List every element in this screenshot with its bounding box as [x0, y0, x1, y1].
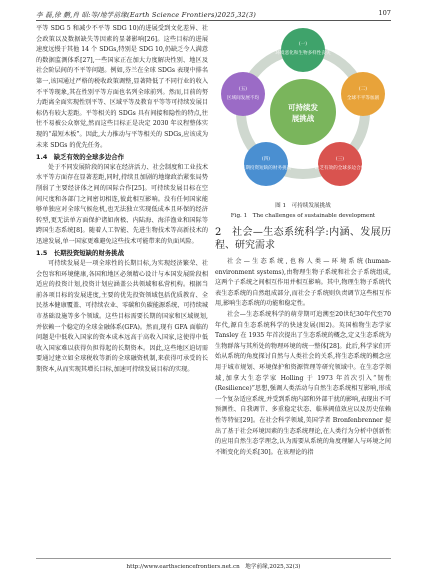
- node-circle: [221, 72, 265, 116]
- node-label: 缺乏有效的全球多边合作: [314, 166, 366, 171]
- figure-caption-en: Fig. 1 The challenges of sustainable development: [230, 213, 376, 219]
- figure-node: [341, 72, 385, 116]
- page-footer: http://www.earthsciencefrontiers.net.cn 地学前缘,2025,32(3): [36, 558, 391, 570]
- paragraph: 平等 SDG 5 和减少不平等 SDG 10)的进展受到文化差异、社会政策以及数据缺失等因素的显著影响[26]。这些目标的进展速度远慢于其他 14 个 SDGs,特别是 SDG 10,仍缺乏令人满意的数据监测体系[27],一些国家正在加大力度解决性别、地区及社会阶层间的不平等问题。例如,芬兰在全球 SDGs 表现中排名第一,该国通过严格的税收政策调整,显著降低了不同行业的收入不平等现象,其在性别平等方面也名列全球前列。然而,目前的努力距离全面实现性别平等、区域平等及教育平等等可持续发展目标仍有较大差距。平等相关的 SDGs 具有间接和隐性的特点,往往不易被公众察觉,然而这些目标正是决定 2030 年议程整体实现的“最短木板”。因此,大力推动与平等相关的 SDGs,应该成为未来 SDGs 的优先任务。: [36, 25, 208, 149]
- node-number: (四): [261, 157, 271, 162]
- node-label: 全球不平等加剧: [346, 96, 380, 101]
- header-authors: 李 磊,徐 鹏,肖 昭:等/地学前缘(Earth Science Frontiers)2025,32(3): [36, 11, 256, 19]
- paragraph: 社会—生态系统,也称人类—环境系统(human-environment systems),由物理生物子系统和社会子系统组成,这两个子系统之间相互作用并相互影响。其中,物理生物子系统代表生态系统的自然组成部分,而社会子系统则负责调节这些相互作用,影响生态系统的功能和稳定性。: [215, 258, 391, 308]
- node-circle: [244, 142, 288, 186]
- section-heading: 2 社会—生态系统科学:内涵、发展历程、研究需求: [215, 227, 391, 251]
- center-label-line2: 展挑战: [291, 114, 315, 123]
- node-label: 区域间发展不均: [226, 96, 260, 101]
- paragraph: 可持续发展是一项全球性的长期目标,为实现经济繁荣、社会包容和环境健康,各国和地区必须精心设计与本国发展阶段相适应的投资计划,投资计划应涵盖公共领域和私营机构。根据当前各项目标的发展进度,主要的优先投资领域包括优质教育、全民基本健康覆盖、可持续农业、零碳和负碳能源系统、可持续城市基础设施等多个领域。这些目标需要长期的国家和区域规划,并依赖一个稳定的全球金融体系(GFA)。然而,现有 GFA 面临的问题是中低收入国家的资本成本远高于高收入国家,这使得中低收入国家难以获得负担得起的长期资本。因此,这些地区迫切需要通过建立如全球税收等新的全球融资机制,来获得可承受的长期资本,从而实现其增长目标,加速可持续发展目标的实现。: [36, 260, 208, 373]
- node-circle: [341, 72, 385, 116]
- center-circle: [270, 79, 336, 145]
- figure-caption-zh: 图 1 可持续发展挑战: [275, 203, 331, 209]
- subsection-heading: 1.4 缺乏有效的全球多边合作: [36, 153, 125, 162]
- center-label-line1: 可持续发: [288, 103, 318, 112]
- node-circle: [318, 142, 362, 186]
- node-label: 环境恶化和生物多样性丧失: [275, 51, 331, 56]
- paragraph: 社会—生态系统科学的萌芽期可追溯至20世纪30年代至70年代,源自生态系统科学的快速发展(图2)。英国植物生态学家 Tansley 在 1935 年首次提出了生态系统的概念,定义生态系统为生物群落与其所处的物理环境的统一整体[28]。此后,科学家们开始从系统的角度探讨自然与人类社会的关系,将生态系统的概念应用于城市规划、环境保护和资源管理等研究领域中。在生态学领域,加拿大生态学家 Holling 于 1973 年首次引入“韧性(Resilience)”思想,强调人类活动与自然生态系统相互影响,形成一个复杂适应系统,并受到系统内部和外部干扰的影响,表现出不可预测性、自我调节、多重稳定状态、临界阈值效应以及历史依赖性等特征[29]。在社会科学领域,美国学者 Bronfenbrenner 提出了基于社会环境因素的生态系统理论,在人类行为分析中创新性的应用自然生态学理念,认为需要从系统的角度理解人与环境之间不断变化的关系[30]。在该理论的指: [215, 310, 391, 456]
- node-number: (三): [335, 157, 345, 162]
- node-circle: [281, 28, 325, 72]
- left-column: [36, 24, 208, 376]
- figure-node: [221, 72, 265, 116]
- paragraph: 处于不同发展阶段的国家在经济活力、社会制度和工业技术水平等方面存在显著差距,同时,持续且加剧的地缘政治紧张局势削弱了主要经济体之间的国际合作[25]。可持续发展目标在空间尺度和各部门之间密切相连,彼此相互影响。没有任何国家能够单独应对全球气候危机,也无法独立实现低成本且环保的经济转型,更无法单方面保护诸如南极、内陆海、海洋渔业和国际等跨国生态系统[8]。随着人工智能、先进生物技术等高新技术的迅速发展,单一国家更难避免这些技术可能带来的负面风险。: [36, 163, 208, 245]
- node-number: (一): [298, 42, 308, 47]
- subsection-heading: 1.5 长期投资短缺的财务挑战: [36, 249, 125, 258]
- challenges-figure: [215, 24, 391, 200]
- node-number: (五): [238, 87, 248, 92]
- right-column: [215, 24, 391, 458]
- page-number: 107: [378, 9, 391, 17]
- node-label: 长期投资短缺的财务挑战: [240, 166, 292, 171]
- node-number: (二): [358, 87, 368, 92]
- figure-node: [275, 28, 331, 72]
- running-header: [36, 6, 391, 21]
